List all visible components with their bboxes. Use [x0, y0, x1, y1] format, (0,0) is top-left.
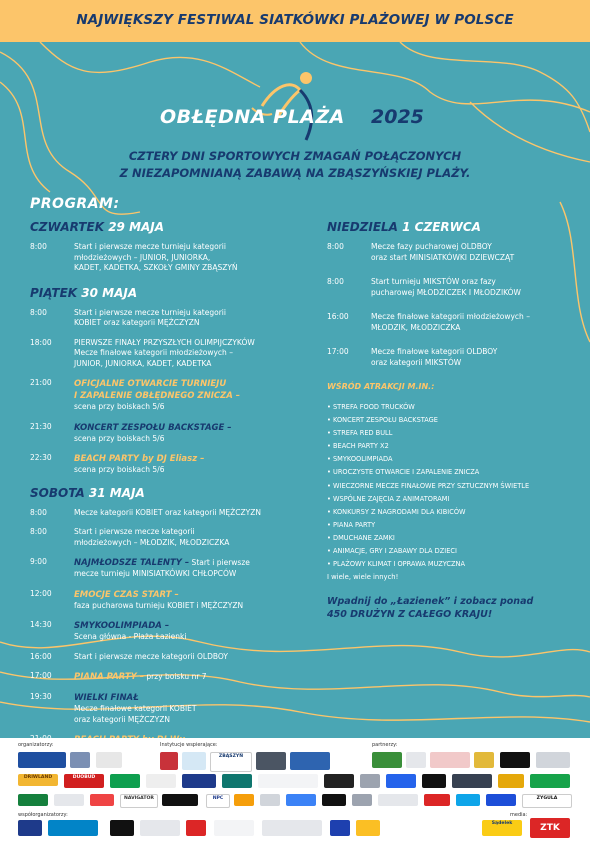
sponsor-logo — [110, 774, 140, 788]
event-desc — [74, 692, 302, 725]
event-row — [30, 422, 302, 445]
list-item: • BEACH PARTY X2 — [327, 440, 572, 453]
program-heading: PROGRAM: — [30, 196, 120, 212]
event-row — [30, 620, 302, 643]
list-item: • WIECZORNE MECZE FINAŁOWE PRZY SZTUCZNYM ŚWIETLE — [327, 480, 572, 493]
event-time: 19:30 — [30, 692, 52, 701]
sponsor-logo — [430, 752, 470, 768]
event-line: Mecze fazy pucharowej OLDBOY — [371, 242, 492, 251]
event-row — [30, 453, 302, 476]
sponsor-logo — [162, 794, 198, 806]
event-time: 18:00 — [30, 337, 52, 347]
day-name: CZWARTEK — [30, 220, 104, 234]
event-time: 22:30 — [30, 453, 52, 462]
sponsor-logo — [182, 752, 206, 770]
sponsor-logo — [474, 752, 494, 768]
sponsor-logo — [324, 774, 354, 788]
sponsor-footer — [0, 738, 590, 842]
day-heading-thursday — [30, 220, 302, 234]
attractions-list — [327, 401, 572, 571]
sponsor-logo — [214, 820, 254, 836]
event-row — [327, 277, 572, 298]
event-time: 8:00 — [30, 242, 47, 251]
event-highlight: OFICJALNE OTWARCIE TURNIEJU — [74, 379, 227, 389]
event-line: Start i pierwsze mecze kategorii OLDBOY — [74, 651, 228, 661]
event-line: Start i pierwsze mecze kategorii — [74, 527, 195, 536]
event-row — [30, 338, 302, 370]
partners-label: partnerzy: — [372, 742, 398, 748]
event-time: 17:00 — [327, 347, 349, 356]
sponsor-logo — [258, 774, 318, 788]
event-desc — [74, 242, 302, 274]
event-highlight: WIELKI FINAŁ — [74, 693, 139, 703]
day-heading-saturday — [30, 486, 302, 500]
coorganizers-label: współorganizatorzy: — [18, 812, 68, 818]
list-item: • UROCZYSTE OTWARCIE I ZAPALENIE ZNICZA — [327, 466, 572, 479]
event-time: 21:30 — [30, 421, 52, 431]
list-item: • PLAŻOWY KLIMAT I OPRAWA MUZYCZNA — [327, 558, 572, 571]
list-item: • KONKURSY Z NAGRODAMI DLA KIBICÓW — [327, 506, 572, 519]
sponsor-logo — [356, 820, 380, 836]
event-line: scena przy boiskach 5/6 — [74, 433, 165, 443]
event-line: oraz kategorii MĘŻCZYZN — [74, 714, 170, 724]
event-line: Start turnieju MIKSTÓW oraz fazy — [371, 277, 496, 286]
sponsor-logo — [262, 820, 322, 836]
event-row — [30, 378, 302, 413]
sponsor-logo — [54, 794, 84, 806]
event-desc — [74, 589, 302, 612]
sponsor-logo — [386, 774, 416, 788]
attractions-closing: I wiele, wiele innych! — [327, 573, 399, 582]
event-highlight: KONCERT ZESPOŁU BACKSTAGE – — [74, 422, 232, 433]
sponsor-logo — [48, 820, 98, 836]
event-line: Scena główna - Plaża Łazienki — [74, 632, 187, 641]
event-line: młodzieżowych – MŁODZIK, MŁODZICZKA — [74, 537, 230, 547]
event-time: 21:00 — [30, 378, 52, 387]
cta-line-2: 450 DRUŻYN Z CAŁEGO KRAJU! — [327, 609, 493, 621]
event-desc — [74, 671, 302, 683]
event-line: PIERWSZE FINAŁY PRZYSZŁYCH OLIMPIJCZYKÓW — [74, 337, 255, 347]
event-line: KADET, KADETKA, SZKOŁY GMINY ZBĄSZYŃ — [74, 263, 238, 272]
sponsor-logo — [372, 752, 402, 768]
sponsor-logo: DUOBUD — [64, 774, 104, 788]
event-line: MŁODZIK, MŁODZICZKA — [371, 322, 461, 332]
event-line: Mecze finałowe kategorii OLDBOY — [371, 347, 498, 356]
event-time: 14:30 — [30, 620, 52, 629]
event-desc — [74, 338, 302, 370]
sponsor-logo — [96, 752, 122, 768]
sponsor-logo — [290, 752, 330, 770]
list-item: • WSPÓLNE ZAJĘCIA Z ANIMATORAMI — [327, 493, 572, 506]
event-highlight: PIANA PARTY – — [74, 672, 144, 682]
sponsor-logo — [110, 820, 134, 836]
subtitle-line-2: Z NIEZAPOMNIANĄ ZABAWĄ NA ZBĄSZYŃSKIEJ PLAŻY. — [119, 166, 471, 180]
day-heading-sunday — [327, 220, 572, 234]
event-row — [30, 557, 302, 580]
event-line: JUNIOR, JUNIORKA, KADET, KADETKA — [74, 358, 212, 368]
sponsor-logo — [322, 794, 346, 806]
subtitle-line-1: CZTERY DNI SPORTOWYCH ZMAGAŃ POŁĄCZONYCH — [128, 149, 462, 163]
sponsor-logo — [18, 794, 48, 806]
logo-name: OBŁĘDNA PLAŻA — [160, 106, 345, 128]
event-row — [30, 589, 302, 612]
event-highlight: EMOCJE CZAS START – — [74, 589, 179, 600]
sponsor-logo — [486, 794, 516, 806]
event-time: 12:00 — [30, 588, 52, 598]
event-line: KOBIET oraz kategorii MĘŻCZYZN — [74, 318, 200, 327]
sponsor-logo — [352, 794, 372, 806]
event-desc — [74, 557, 302, 580]
event-row — [30, 308, 302, 329]
sponsor-logo — [186, 820, 206, 836]
list-item: • SMYKOOLIMPIADA — [327, 453, 572, 466]
event-row — [30, 671, 302, 683]
sponsor-logo — [500, 752, 530, 768]
day-name: NIEDZIELA — [327, 220, 398, 234]
subtitle — [0, 148, 590, 182]
event-desc — [74, 308, 302, 329]
sponsor-logo — [146, 774, 176, 788]
sponsor-logo — [360, 774, 380, 788]
day-date: 1 CZERWCA — [402, 220, 481, 234]
event-desc — [371, 312, 572, 333]
event-row — [30, 527, 302, 548]
sponsor-logo: NPC — [206, 794, 230, 808]
event-line: Mecze finałowe kategorii KOBIET — [74, 704, 197, 713]
event-line: młodzieżowych – JUNIOR, JUNIORKA, — [74, 252, 211, 262]
event-line: przy boisku nr 7 — [143, 672, 207, 681]
sponsor-logo: NAVIGATOR — [120, 794, 158, 808]
right-column — [327, 220, 572, 621]
event-time: 9:00 — [30, 557, 47, 566]
list-item: • DMUCHANE ZAMKI — [327, 532, 572, 545]
list-item: • PIANA PARTY — [327, 519, 572, 532]
event-line: oraz kategorii MIKSTÓW — [371, 357, 462, 367]
event-line: Mecze kategorii KOBIET oraz kategorii MĘŻCZYZN — [74, 507, 261, 517]
event-line: scena przy boiskach 5/6 — [74, 465, 165, 474]
event-row — [30, 692, 302, 725]
sponsor-logo — [140, 820, 180, 836]
event-time: 8:00 — [30, 527, 47, 536]
left-column — [30, 220, 302, 755]
sponsor-logo — [530, 774, 570, 788]
event-row — [30, 652, 302, 663]
event-desc — [74, 378, 302, 413]
sponsor-logo: ZBĄSZYŃ — [210, 752, 252, 772]
sponsor-logo — [222, 774, 252, 788]
event-desc — [74, 453, 302, 476]
event-time: 17:00 — [30, 671, 52, 680]
event-line: oraz start MINISIATKÓWKI DZIEWCZĄT — [371, 252, 515, 262]
event-row — [327, 242, 572, 263]
sponsor-logo — [406, 752, 426, 768]
event-desc — [74, 620, 302, 643]
day-name: PIĄTEK — [30, 285, 78, 300]
event-line: Mecze finałowe kategorii młodzieżowych – — [371, 312, 530, 321]
sponsor-logo — [536, 752, 570, 768]
event-line: Mecze finałowe kategorii młodzieżowych – — [74, 348, 233, 357]
event-highlight: NAJMŁODSZE TALENTY – — [74, 558, 190, 568]
event-row — [30, 242, 302, 274]
event-line: Start i pierwsze mecze turnieju kategorii — [74, 242, 226, 251]
event-desc — [371, 347, 572, 368]
sponsor-logo — [378, 794, 418, 806]
sponsor-logo — [18, 752, 66, 768]
sponsor-logo — [256, 752, 286, 770]
event-line: Start i pierwsze — [189, 558, 250, 567]
event-time: 16:00 — [30, 651, 52, 661]
day-name: SOBOTA — [30, 485, 85, 500]
day-date: 30 MAJA — [81, 285, 138, 300]
call-to-action — [327, 595, 572, 621]
sponsor-logo — [424, 794, 450, 806]
event-line: pucharowej MŁODZICZEK I MŁODZIKÓW — [371, 287, 521, 297]
sponsor-logo — [456, 794, 480, 806]
sponsor-logo — [18, 820, 42, 836]
cta-line-1: Wpadnij do „Łazienek” i zobacz ponad — [327, 596, 534, 608]
event-desc — [371, 277, 572, 298]
sponsor-logo — [422, 774, 446, 788]
supporting-institutions-label: Instytucje wspierające: — [160, 742, 218, 748]
day-date: 29 MAJA — [108, 220, 165, 234]
media-label: media: — [510, 812, 528, 818]
attractions-heading: WŚRÓD ATRAKCJI M.IN.: — [327, 382, 435, 391]
sponsor-logo — [330, 820, 350, 836]
sponsor-logo — [90, 794, 114, 806]
event-desc — [74, 527, 302, 548]
list-item: • STREFA RED BULL — [327, 427, 572, 440]
sponsor-logo: ZYGULA — [522, 794, 572, 808]
banner-title: NAJWIĘKSZY FESTIWAL SIATKÓWKI PLAŻOWEJ W POLSCE — [76, 12, 514, 28]
event-highlight: SMYKOOLIMPIADA – — [74, 621, 170, 631]
sponsor-logo: ZTK — [530, 818, 570, 838]
day-heading-friday — [30, 286, 302, 300]
event-highlight: I ZAPALENIE OBŁĘDNEGO ZNICZA – — [74, 391, 241, 401]
event-time: 8:00 — [30, 307, 47, 317]
sponsor-logo — [498, 774, 524, 788]
day-date: 31 MAJA — [88, 485, 145, 500]
sponsor-logo — [286, 794, 316, 806]
event-desc — [74, 422, 302, 445]
event-time: 16:00 — [327, 312, 349, 321]
sponsor-logo — [234, 794, 254, 806]
sponsor-logo: Sądelek — [482, 820, 522, 836]
main-panel — [0, 42, 590, 738]
event-line: Start i pierwsze mecze turnieju kategorii — [74, 307, 226, 317]
sponsor-logo — [260, 794, 280, 806]
event-time: 8:00 — [327, 242, 344, 251]
event-line: faza pucharowa turnieju KOBIET i MĘŻCZYZN — [74, 600, 244, 610]
sponsor-logo — [452, 774, 492, 788]
event-row — [327, 347, 572, 368]
event-highlight: BEACH PARTY by DJ Eliasz – — [74, 454, 205, 464]
event-time: 8:00 — [327, 277, 344, 286]
list-item: • STREFA FOOD TRUCKÓW — [327, 401, 572, 414]
event-line: scena przy boiskach 5/6 — [74, 402, 165, 411]
top-banner — [0, 0, 590, 42]
event-row — [327, 312, 572, 333]
list-item: • ANIMACJE, GRY I ZABAWY DLA DZIECI — [327, 545, 572, 558]
event-line: mecze turnieju MINISIATKÓWKI CHŁOPCÓW — [74, 569, 237, 578]
sponsor-logo — [182, 774, 216, 788]
sponsor-logo — [160, 752, 178, 770]
list-item: • KONCERT ZESPOŁU BACKSTAGE — [327, 414, 572, 427]
event-desc — [74, 652, 302, 663]
event-desc — [371, 242, 572, 263]
event-row — [30, 508, 302, 519]
event-time: 8:00 — [30, 507, 47, 517]
logo-year: 2025 — [371, 106, 424, 128]
organizers-label: organizatorzy: — [18, 742, 54, 748]
sponsor-logo: DRIWLAND — [18, 774, 58, 786]
sponsor-logo — [70, 752, 90, 768]
event-desc — [74, 508, 302, 519]
